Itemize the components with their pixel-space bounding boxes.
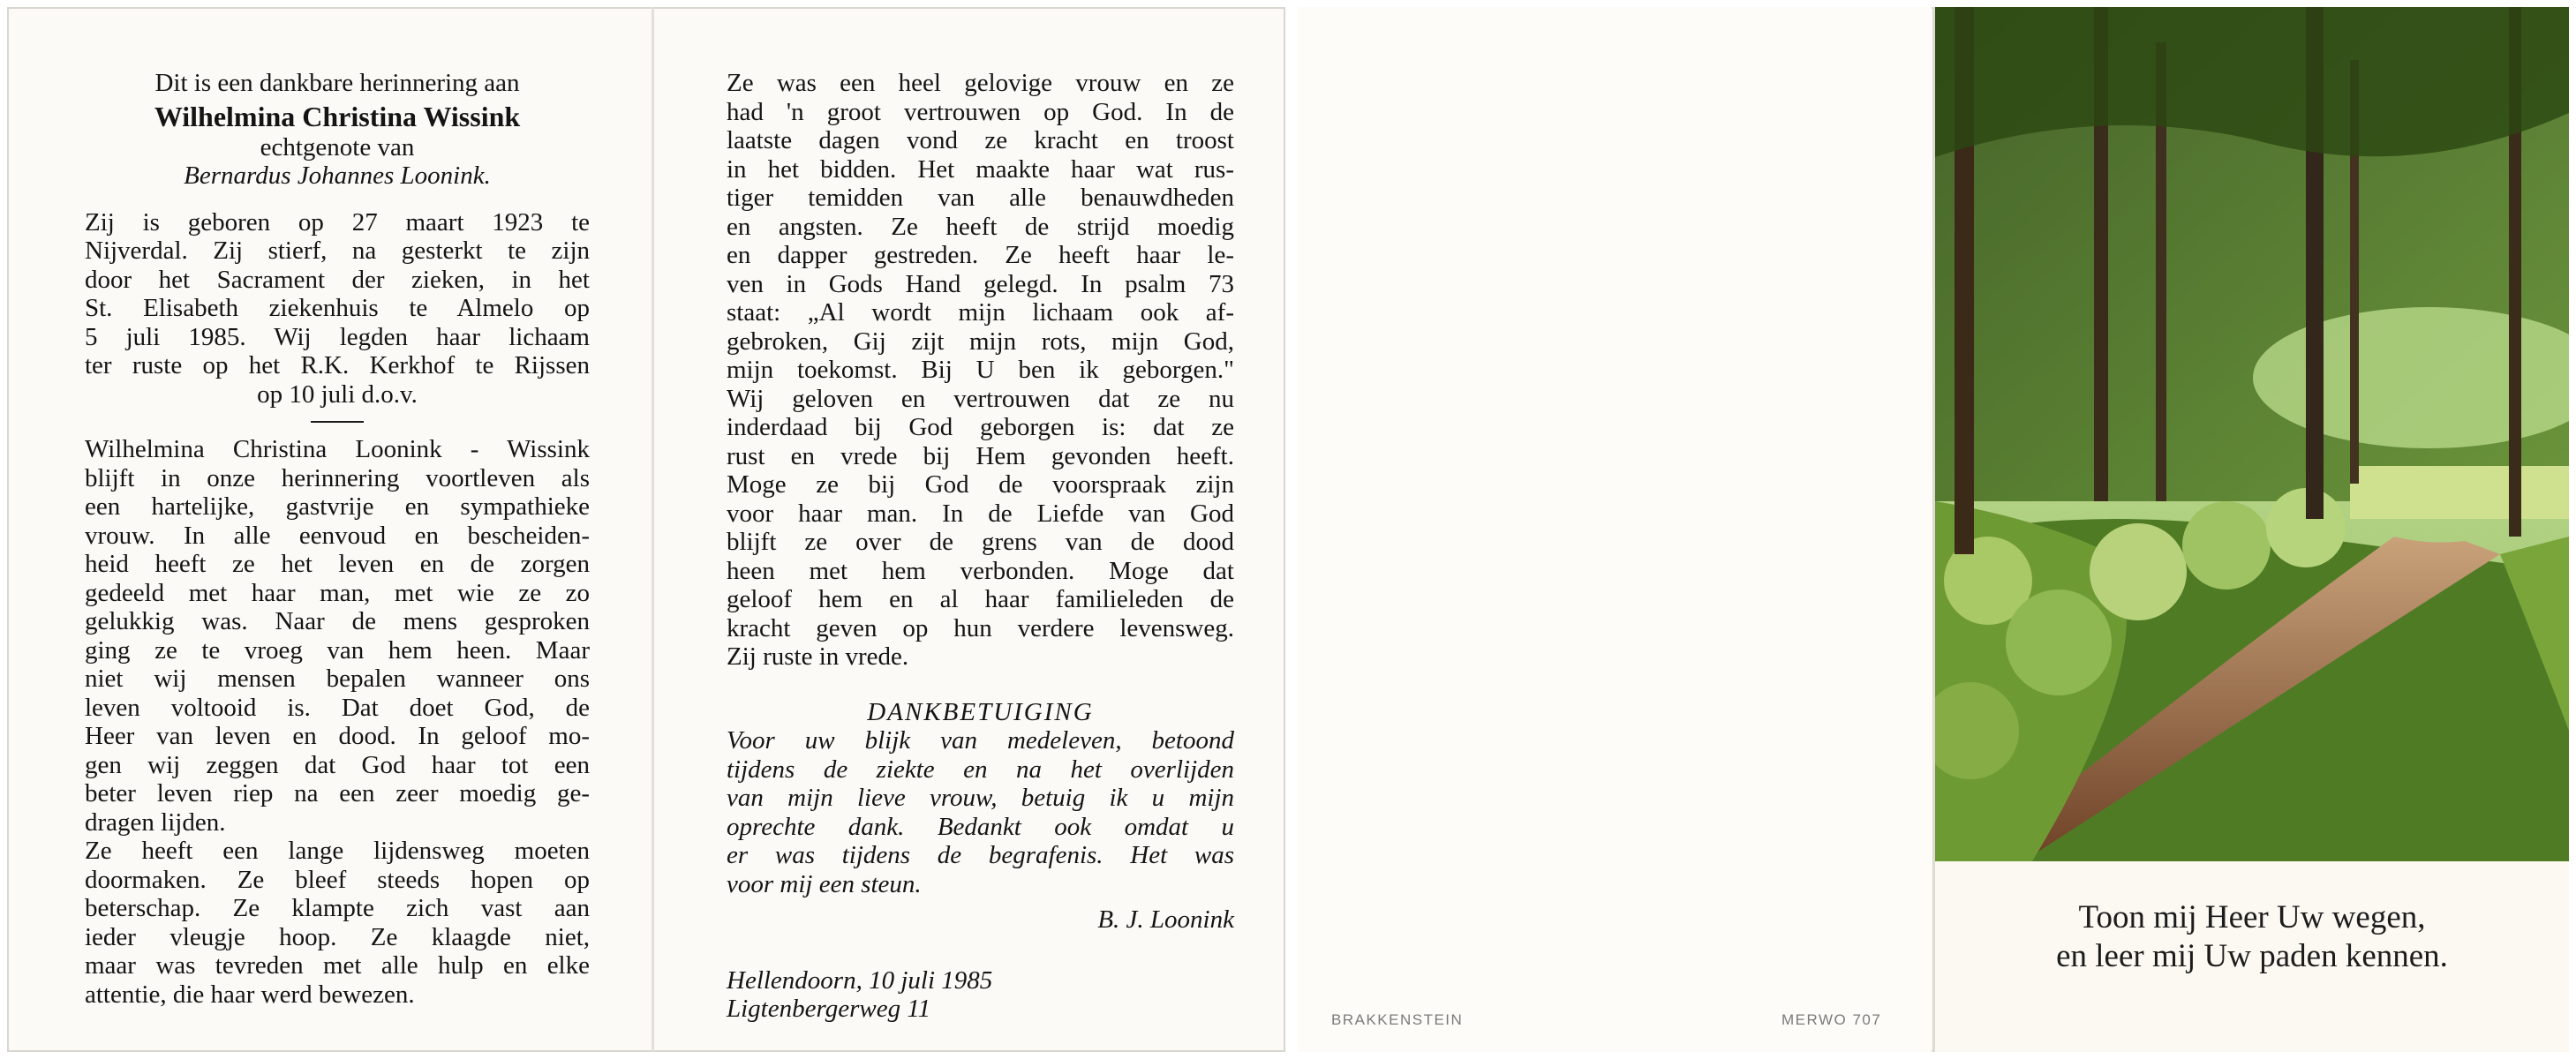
text-line: tiger temidden van alle benauwdheden — [727, 184, 1234, 212]
printer-name: BRAKKENSTEIN — [1331, 1011, 1464, 1028]
print-code: MERWO 707 — [1781, 1011, 1882, 1028]
place-date: Hellendoorn, 10 juli 1985 — [727, 965, 993, 995]
text-line: rust en vrede bij Hem gevonden heeft. — [727, 441, 1234, 470]
text-line: had 'n groot vertrouwen op God. In de — [727, 97, 1234, 126]
caption-line-1: Toon mij Heer Uw wegen, — [2078, 899, 2426, 935]
text-line: ging ze te vroeg van hem heen. Maar — [85, 635, 590, 665]
text-line: kracht geven op hun verdere levensweg. — [727, 613, 1234, 642]
memorial-card-image — [1298, 7, 2569, 1052]
text-line: blijft ze over de grens van de dood — [727, 528, 1234, 556]
text-line: Moge ze bij God de voorspraak zijn — [727, 470, 1234, 499]
text-line: gen wij zeggen dat God haar tot een — [85, 750, 590, 779]
left-text-column — [85, 69, 590, 1009]
spouse-name: Bernardus Johannes Loonink. — [184, 161, 491, 190]
text-line: en angsten. Ze heeft de strijd moedig — [727, 212, 1234, 241]
scripture-caption — [1935, 898, 2569, 976]
right-text-column — [727, 69, 1234, 1024]
text-line: Heer van leven en dood. In geloof mo- — [85, 722, 590, 750]
text-line: van mijn lieve vrouw, betuig ik u mijn — [727, 784, 1234, 812]
blank-back-panel — [1298, 7, 1932, 1052]
intro-line: Dit is een dankbare herinnering aan — [154, 69, 520, 97]
text-line: Ze heeft een lange lijdensweg moeten — [85, 837, 590, 865]
text-line: doormaken. Ze bleef steeds hopen op — [85, 865, 590, 894]
text-line: in het bidden. Het maakte haar wat rus- — [727, 154, 1234, 184]
text-line: beter leven riep na een zeer moedig ge- — [85, 779, 590, 807]
text-line: Zij is geboren op 27 maart 1923 te — [85, 207, 590, 237]
relation-line: echtgenote van — [260, 132, 415, 161]
text-line: gebroken, Gij zijt mijn rots, mijn God, — [727, 327, 1234, 356]
divider-rule — [311, 421, 364, 423]
text-line: 5 juli 1985. Wij legden haar lichaam — [85, 322, 590, 351]
text-line: voor mij een steun. — [727, 869, 922, 898]
text-line: ieder vleugje hoop. Ze klaagde niet, — [85, 922, 590, 951]
text-line: Zij ruste in vrede. — [727, 642, 909, 671]
text-line: beterschap. Ze klampte zich vast aan — [85, 894, 590, 922]
address: Ligtenbergerweg 11 — [727, 995, 931, 1023]
text-line: ven in Gods Hand gelegd. In psalm 73 — [727, 269, 1234, 298]
text-line: staat: „Al wordt mijn lichaam ook af- — [727, 298, 1234, 327]
text-line: Ze was een heel gelovige vrouw en ze — [727, 69, 1234, 97]
text-line: Nijverdal. Zij stierf, na gesterkt te zijn — [85, 237, 590, 265]
text-line: Wij geloven en vertrouwen dat ze nu — [727, 384, 1234, 413]
text-line: heen met hem verbonden. Moge dat — [727, 556, 1234, 585]
front-panel — [1935, 7, 2569, 1052]
text-line: op 10 juli d.o.v. — [257, 379, 418, 409]
text-line: St. Elisabeth ziekenhuis te Almelo op — [85, 294, 590, 322]
text-line: door het Sacrament der zieken, in het — [85, 265, 590, 294]
faith-paragraph — [727, 69, 1234, 672]
text-line: blijft in onze herinnering voortleven als — [85, 463, 590, 492]
text-line: vrouw. In alle eenvoud en bescheiden- — [85, 521, 590, 550]
text-line: leven voltooid is. Dat doet God, de — [85, 693, 590, 722]
deceased-name: Wilhelmina Christina Wissink — [154, 100, 521, 132]
text-line: attentie, die haar werd bewezen. — [85, 980, 415, 1009]
thanks-paragraph — [727, 726, 1234, 898]
memorial-card-text — [7, 7, 1285, 1052]
caption-line-2: en leer mij Uw paden kennen. — [2056, 938, 2448, 974]
text-line: laatste dagen vond ze kracht en troost — [727, 126, 1234, 154]
text-line: niet wij mensen bepalen wanneer ons — [85, 665, 590, 693]
text-line: mijn toekomst. Bij U ben ik geborgen." — [727, 356, 1234, 384]
text-line: Voor uw blijk van medeleven, betoond — [727, 726, 1234, 755]
text-line: maar was tevreden met alle hulp en elke — [85, 951, 590, 980]
text-line: er was tijdens de begrafenis. Het was — [727, 841, 1234, 869]
thanks-heading: DANKBETUIGING — [867, 697, 1094, 726]
suffering-paragraph — [85, 837, 590, 1009]
text-line: Wilhelmina Christina Loonink - Wissink — [85, 435, 590, 463]
text-line: heid heeft ze het leven en de zorgen — [85, 550, 590, 578]
memory-paragraph — [85, 435, 590, 837]
text-line: inderdaad bij God geborgen is: dat ze — [727, 413, 1234, 441]
text-line: gedeeld met haar man, met wie ze zo — [85, 578, 590, 607]
text-line: oprechte dank. Bedankt ook omdat u — [727, 812, 1234, 841]
text-line: dragen lijden. — [85, 807, 226, 837]
text-line: geloof hem en al haar familieleden de — [727, 585, 1234, 613]
text-line: tijdens de ziekte en na het overlijden — [727, 755, 1234, 784]
signature: B. J. Loonink — [1097, 905, 1234, 934]
text-line: gelukkig was. Naar de mens gesproken — [85, 607, 590, 635]
text-line: en dapper gestreden. Ze heeft haar le- — [727, 241, 1234, 269]
text-line: voor haar man. In de Liefde van God — [727, 499, 1234, 528]
text-line: ter ruste op het R.K. Kerkhof te Rijssen — [85, 351, 590, 379]
card-fold — [652, 7, 654, 1052]
birth-paragraph — [85, 208, 590, 409]
text-line: een hartelijke, gastvrije en sympathieke — [85, 492, 590, 521]
forest-path-photo-icon — [1935, 7, 2569, 861]
